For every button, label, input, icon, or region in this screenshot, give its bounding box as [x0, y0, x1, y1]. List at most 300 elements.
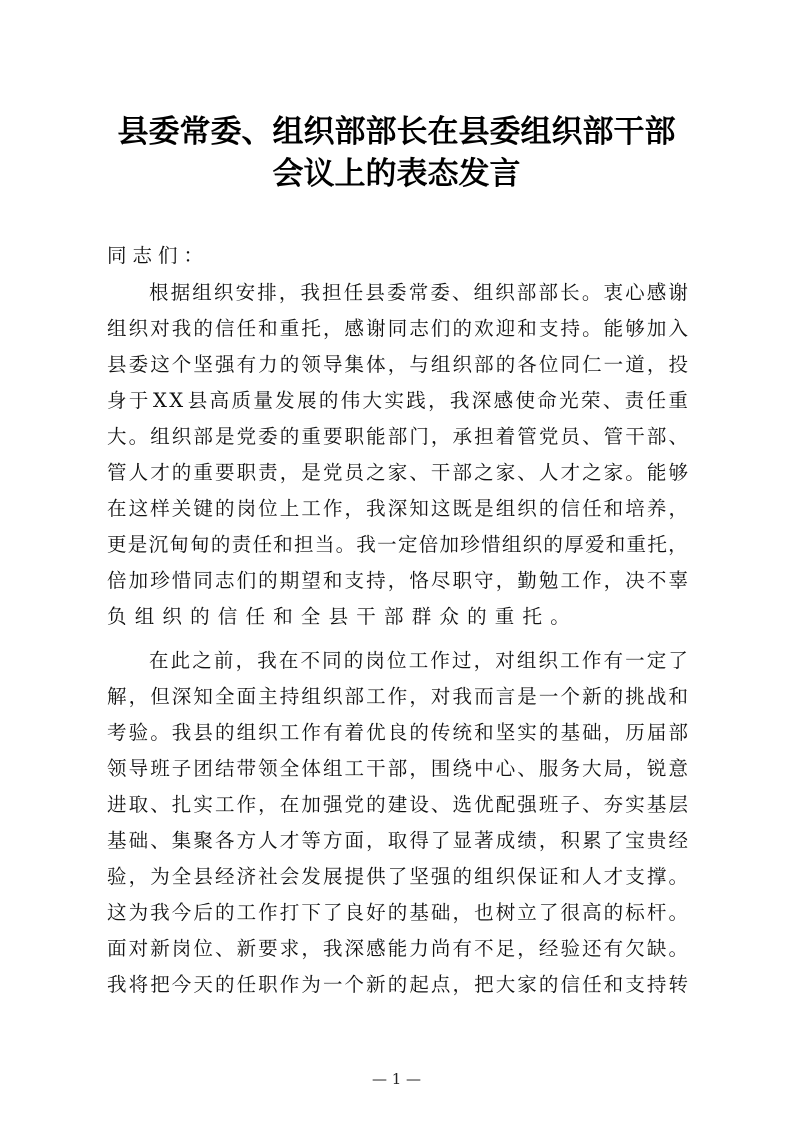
char: 主 — [258, 685, 278, 708]
char: 中 — [474, 757, 494, 780]
char: 实 — [384, 389, 404, 412]
char: 绕 — [452, 757, 473, 780]
char: 为 — [150, 865, 170, 888]
char: 意 — [668, 757, 688, 780]
paragraph-line — [107, 347, 688, 383]
char: 够 — [625, 317, 645, 340]
char: 进 — [107, 793, 127, 816]
char: 任 — [252, 533, 272, 556]
char: 对 — [128, 937, 149, 960]
char: 导 — [322, 353, 343, 376]
char: 保 — [517, 865, 537, 888]
char: 着 — [344, 721, 365, 744]
char: 任 — [582, 973, 602, 996]
char: 管 — [603, 425, 624, 448]
char: 优 — [366, 721, 386, 744]
char: 持 — [279, 685, 300, 708]
char: 经 — [538, 937, 559, 960]
char: 。 — [150, 721, 170, 744]
char: 既 — [452, 497, 473, 520]
char: ， — [322, 317, 343, 340]
char: 天 — [193, 973, 213, 996]
char: 委 — [430, 281, 450, 304]
char: ， — [128, 685, 149, 708]
char: 岗 — [365, 649, 385, 672]
char: 杆 — [646, 901, 667, 924]
char: 同 — [322, 649, 342, 672]
char: 验 — [128, 721, 149, 744]
char: 关 — [171, 497, 192, 520]
char: 厚 — [564, 533, 584, 556]
char: 和 — [560, 865, 580, 888]
char: 今 — [171, 901, 192, 924]
char: ， — [495, 569, 516, 592]
char: 甸 — [169, 533, 189, 556]
char: 各 — [214, 829, 235, 852]
char: 安 — [235, 281, 256, 304]
char: 的 — [538, 973, 559, 996]
char: 班 — [150, 757, 170, 780]
char: 济 — [236, 865, 257, 888]
char: 承 — [452, 425, 473, 448]
char: 荣 — [580, 389, 601, 412]
char: 过 — [451, 649, 472, 672]
paragraph-line — [149, 643, 688, 679]
char: 基 — [560, 721, 580, 744]
char: 信 — [560, 497, 580, 520]
char: 团 — [193, 757, 213, 780]
char: 对 — [150, 317, 170, 340]
char: 作 — [387, 685, 408, 708]
char: 会 — [279, 865, 300, 888]
char: 足 — [495, 937, 516, 960]
char: 支 — [625, 865, 645, 888]
char: 各 — [517, 353, 537, 376]
char: 集 — [344, 353, 365, 376]
char: 这 — [128, 497, 149, 520]
char: 、 — [150, 793, 170, 816]
paragraph-line — [107, 859, 688, 895]
char: 结 — [214, 757, 235, 780]
char: 支 — [344, 569, 365, 592]
char: 缺 — [646, 937, 667, 960]
char: 我 — [171, 721, 192, 744]
char: 伟 — [340, 389, 361, 412]
char: 织 — [171, 425, 192, 448]
char: 不 — [646, 569, 667, 592]
char: 践 — [406, 389, 426, 412]
char: 定 — [397, 533, 418, 556]
char: 要 — [214, 461, 235, 484]
char: 沉 — [148, 533, 169, 556]
char: 为 — [301, 973, 321, 996]
char: 职 — [452, 569, 473, 592]
char: 和 — [273, 533, 293, 556]
char: 面 — [236, 685, 257, 708]
char: 欠 — [625, 937, 645, 960]
char: 位 — [258, 497, 278, 520]
char: 工 — [214, 793, 235, 816]
char: 任 — [582, 497, 602, 520]
char: 夯 — [603, 793, 624, 816]
char: 家 — [517, 973, 537, 996]
char: 才 — [560, 461, 580, 484]
char: 后 — [193, 901, 213, 924]
paragraph-line — [107, 455, 688, 491]
char: 工 — [236, 901, 257, 924]
char: 管 — [107, 461, 127, 484]
char: 得 — [409, 829, 429, 852]
char: 员 — [560, 425, 580, 448]
char: 强 — [430, 865, 451, 888]
char: ， — [387, 569, 408, 592]
char: 位 — [193, 937, 213, 960]
char: 班 — [538, 793, 559, 816]
char: 坚 — [495, 721, 516, 744]
char: 感 — [646, 281, 667, 304]
char: 使 — [515, 389, 535, 412]
char: 组 — [301, 685, 321, 708]
char: 打 — [279, 901, 300, 924]
char: 信 — [560, 973, 580, 996]
char: 委 — [387, 281, 407, 304]
char: 守 — [474, 569, 494, 592]
paragraph-line — [107, 383, 688, 419]
char: 的 — [543, 533, 563, 556]
char: 常 — [408, 281, 429, 304]
char: 能 — [387, 937, 408, 960]
char: 作 — [236, 793, 257, 816]
char: 工 — [560, 569, 580, 592]
char: 担 — [322, 281, 342, 304]
char: 和 — [517, 317, 537, 340]
char: 和 — [603, 973, 624, 996]
char: 家 — [387, 461, 408, 484]
char: 高 — [582, 901, 602, 924]
char: 有 — [322, 721, 343, 744]
char: 和 — [258, 317, 278, 340]
char: 命 — [537, 389, 557, 412]
char: 够 — [668, 461, 688, 484]
char: 作 — [322, 497, 343, 520]
char: 才 — [279, 829, 300, 852]
char: 信 — [214, 317, 235, 340]
char: 贵 — [646, 829, 667, 852]
char: 投 — [668, 353, 688, 376]
char: ， — [258, 793, 278, 816]
char: 发 — [275, 389, 295, 412]
paragraph-line — [107, 563, 688, 599]
char: 的 — [214, 497, 235, 520]
char: 党 — [344, 793, 365, 816]
char: 解 — [107, 685, 127, 708]
char: 。 — [128, 425, 149, 448]
char: 。 — [668, 937, 688, 960]
char: 个 — [560, 685, 580, 708]
char: 社 — [258, 865, 278, 888]
char: 持 — [366, 569, 386, 592]
char: 部 — [668, 721, 688, 744]
char: 础 — [582, 721, 602, 744]
char: 是 — [214, 425, 235, 448]
char: 之 — [474, 461, 494, 484]
char: 子 — [560, 793, 580, 816]
char: 下 — [301, 901, 321, 924]
char: 力 — [409, 937, 429, 960]
char: 能 — [366, 425, 386, 448]
char: 在 — [107, 497, 127, 520]
char: 职 — [344, 425, 365, 448]
char: 组 — [473, 281, 494, 304]
char: ， — [668, 533, 688, 556]
char: ， — [128, 865, 149, 888]
char: 养 — [646, 497, 667, 520]
char: 也 — [474, 901, 494, 924]
paragraph-line — [107, 679, 688, 715]
char: ， — [603, 569, 624, 592]
char: 大 — [582, 757, 602, 780]
char: 在 — [149, 649, 169, 672]
char: 定 — [646, 649, 667, 672]
char: 衷 — [603, 281, 623, 304]
char: 岗 — [171, 937, 192, 960]
char: 一 — [322, 973, 343, 996]
paragraph-line — [107, 895, 688, 931]
paragraph-line — [107, 751, 688, 787]
char: 干 — [366, 757, 386, 780]
char: 根 — [149, 281, 169, 304]
document-title-line-2: 会议上的表态发言 — [272, 156, 521, 192]
char: 部 — [387, 425, 408, 448]
char: ， — [344, 497, 365, 520]
char: 作 — [582, 569, 602, 592]
char: 之 — [192, 649, 212, 672]
char: 织 — [495, 865, 516, 888]
char: 深 — [471, 389, 492, 412]
char: 。 — [582, 317, 602, 340]
char: 组 — [516, 649, 537, 672]
char: 部 — [344, 685, 365, 708]
char: 一 — [538, 685, 559, 708]
char: 锐 — [646, 757, 667, 780]
char: 在 — [279, 793, 300, 816]
paragraph-line — [107, 311, 688, 347]
char: 之 — [366, 461, 386, 484]
char: 坚 — [409, 865, 429, 888]
char: 的 — [603, 901, 624, 924]
char: 。 — [335, 533, 356, 556]
char: 质 — [231, 389, 251, 412]
char: 力 — [258, 353, 278, 376]
char: 而 — [474, 685, 494, 708]
char: 爱 — [584, 533, 605, 556]
char: 感 — [344, 317, 365, 340]
char: 标 — [625, 901, 645, 924]
char: 经 — [668, 829, 688, 852]
char: 等 — [301, 829, 321, 852]
char: 托 — [301, 317, 321, 340]
char: 才 — [150, 461, 170, 484]
char: 工 — [366, 685, 386, 708]
char: 能 — [603, 317, 624, 340]
char: 加 — [301, 793, 321, 816]
char: 我 — [257, 649, 277, 672]
char: 绩 — [517, 829, 537, 852]
char: 知 — [193, 685, 213, 708]
char: X — [153, 389, 167, 412]
char: 领 — [107, 757, 127, 780]
char: 服 — [538, 757, 559, 780]
char: 员 — [344, 461, 365, 484]
char: 经 — [214, 865, 235, 888]
char: 是 — [474, 497, 494, 520]
char: 工 — [279, 721, 300, 744]
char: 重 — [279, 317, 300, 340]
char: 是 — [127, 533, 148, 556]
paragraph-line — [107, 527, 688, 563]
char: 的 — [214, 901, 235, 924]
char: 、 — [602, 389, 623, 412]
char: ， — [409, 685, 429, 708]
char: 排 — [257, 281, 277, 304]
char: 感 — [366, 937, 386, 960]
char: 、 — [409, 461, 429, 484]
char: 统 — [452, 721, 473, 744]
char: 位 — [538, 353, 559, 376]
char: 有 — [603, 937, 624, 960]
document-title-line-1: 县委常委、组织部部长在县委组织部干部 — [117, 114, 676, 150]
char: 配 — [495, 793, 516, 816]
char: 工 — [344, 757, 365, 780]
char: 入 — [668, 317, 688, 340]
char: 言 — [495, 685, 516, 708]
char: 。 — [581, 281, 602, 304]
char: 了 — [322, 901, 343, 924]
char: 组 — [430, 353, 451, 376]
char: 了 — [430, 829, 451, 852]
char: 才 — [603, 865, 624, 888]
char: 任 — [236, 317, 257, 340]
char: 对 — [430, 685, 451, 708]
char: 届 — [646, 721, 667, 744]
char: 之 — [582, 461, 602, 484]
char: 同 — [387, 317, 408, 340]
char: 志 — [409, 317, 429, 340]
char: 著 — [474, 829, 494, 852]
char: 人 — [538, 461, 559, 484]
char: 很 — [560, 901, 580, 924]
char: 实 — [193, 793, 213, 816]
char: 但 — [150, 685, 170, 708]
char: 支 — [538, 317, 559, 340]
char: 把 — [474, 973, 494, 996]
char: 当 — [314, 533, 335, 556]
char: 珍 — [460, 533, 480, 556]
char: 点 — [430, 973, 451, 996]
char: 有 — [236, 353, 257, 376]
char: 县 — [365, 281, 385, 304]
char: 县 — [107, 353, 127, 376]
char: 挑 — [625, 685, 645, 708]
char: 量 — [253, 389, 273, 412]
char: 道 — [625, 353, 645, 376]
char: 深 — [344, 937, 365, 960]
char: 还 — [582, 937, 602, 960]
char: 委 — [258, 425, 278, 448]
char: 带 — [236, 757, 257, 780]
char: 全 — [214, 685, 235, 708]
char: 上 — [279, 497, 300, 520]
char: 任 — [646, 389, 667, 412]
char: 和 — [474, 721, 494, 744]
char: 岗 — [236, 497, 257, 520]
salutation: 同志们： — [107, 244, 210, 267]
char: 长 — [560, 281, 580, 304]
char: 恪 — [409, 569, 429, 592]
char: 组 — [474, 865, 494, 888]
char: 一 — [377, 533, 397, 556]
char: 了 — [668, 649, 688, 672]
char: 全 — [279, 757, 300, 780]
char: 大 — [107, 425, 127, 448]
char: ， — [428, 389, 448, 412]
char: ， — [625, 757, 645, 780]
char: 体 — [301, 757, 321, 780]
char: 、 — [430, 793, 451, 816]
char: 累 — [582, 829, 602, 852]
char: 部 — [452, 461, 473, 484]
char: 导 — [128, 757, 149, 780]
char: 县 — [193, 865, 213, 888]
char: 同 — [193, 569, 213, 592]
char: 的 — [210, 533, 231, 556]
char: 要 — [258, 937, 278, 960]
char: 层 — [668, 793, 688, 816]
char: 支 — [625, 973, 645, 996]
char: 志 — [214, 569, 235, 592]
char: 前 — [213, 649, 234, 672]
char: 任 — [343, 281, 364, 304]
char: 领 — [258, 757, 278, 780]
char: 我 — [356, 533, 376, 556]
char: 重 — [668, 389, 688, 412]
char: ， — [452, 901, 473, 924]
char: 倍 — [418, 533, 439, 556]
char: 托 — [647, 533, 667, 556]
char: 大 — [495, 973, 516, 996]
char: 成 — [495, 829, 516, 852]
char: 展 — [297, 389, 317, 412]
char: 大 — [362, 389, 383, 412]
char: 坚 — [193, 353, 213, 376]
char: 实 — [625, 793, 645, 816]
char: 倍 — [107, 569, 127, 592]
char: 体 — [366, 353, 386, 376]
paragraph-line: 负组织的信任和全县干部群众的重托。 — [107, 605, 578, 628]
char: 党 — [538, 425, 559, 448]
char: 好 — [366, 901, 386, 924]
char: 了 — [603, 829, 624, 852]
char: ， — [452, 973, 473, 996]
char: 部 — [646, 425, 667, 448]
char: 望 — [301, 569, 321, 592]
char: 辜 — [668, 569, 688, 592]
char: 积 — [560, 829, 580, 852]
char: 不 — [300, 649, 320, 672]
char: 新 — [582, 685, 602, 708]
char: ， — [366, 829, 386, 852]
char: 今 — [171, 973, 192, 996]
